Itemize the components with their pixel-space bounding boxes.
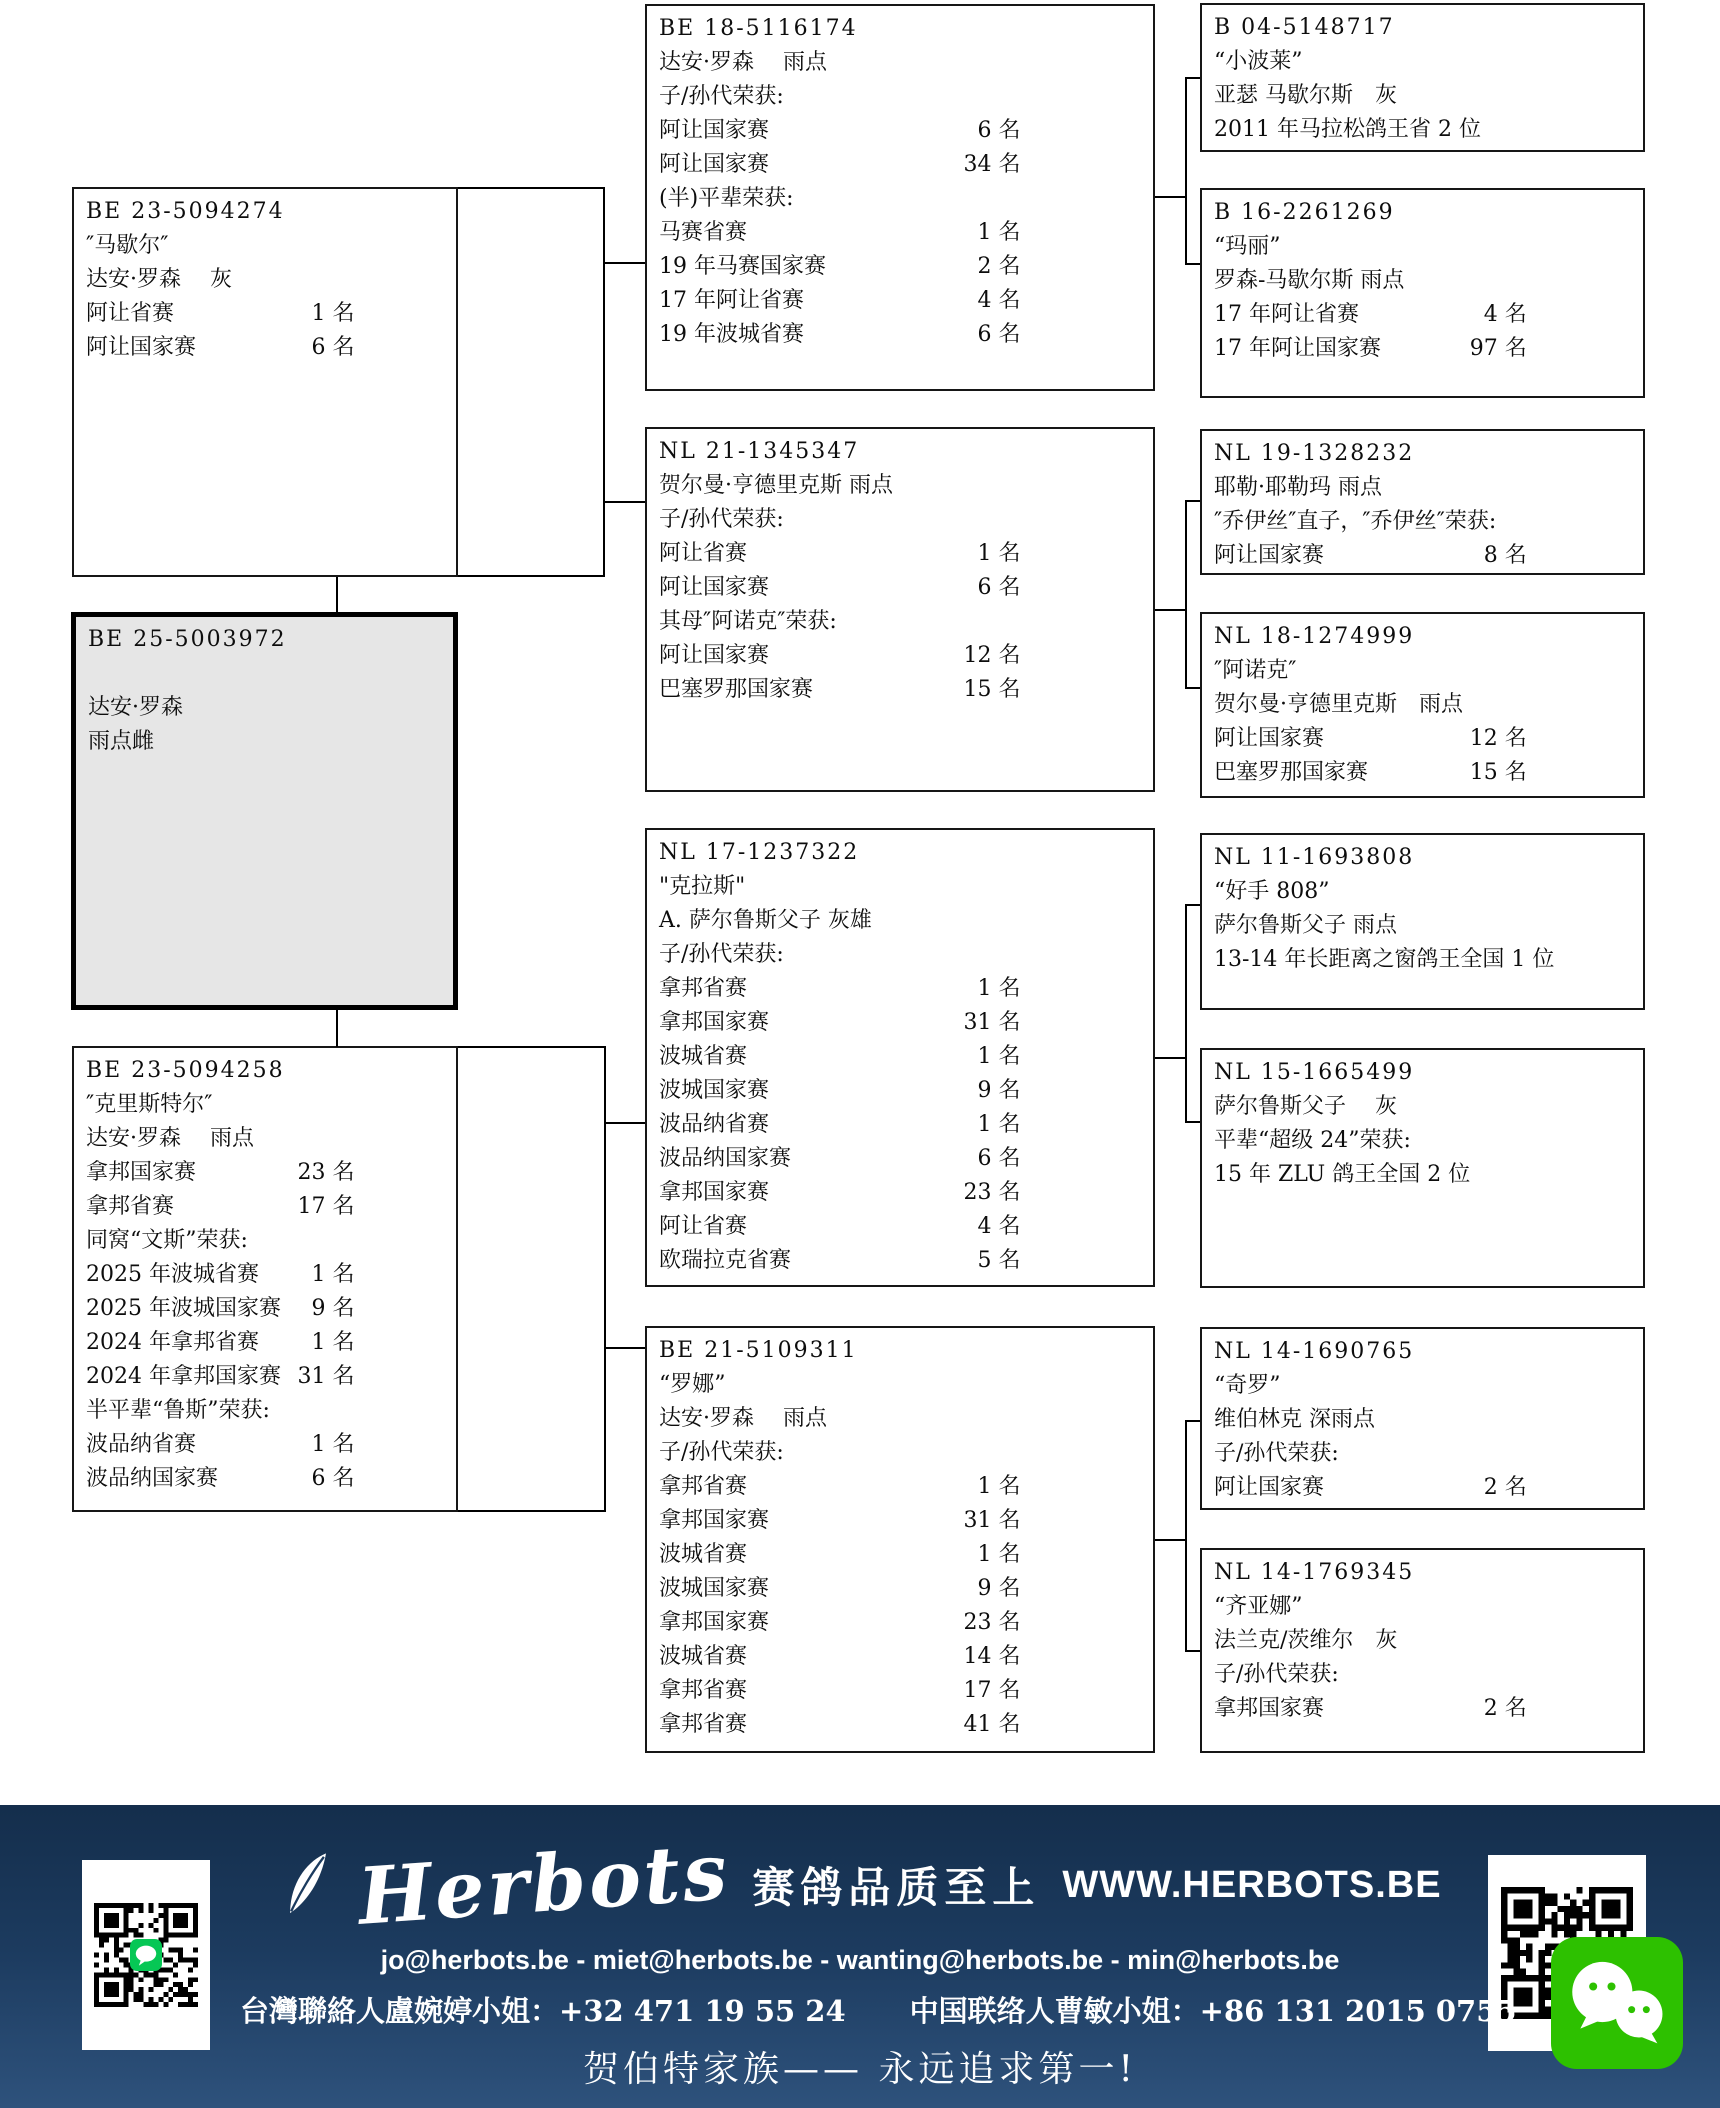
connector-line (1185, 1650, 1200, 1652)
info-line: 贺尔曼·亨德里克斯 雨点 (1214, 692, 1463, 717)
info-line: 平辈“超级 24”荣获: (1214, 1128, 1411, 1153)
result-line (1214, 1471, 1631, 1505)
race-rank: 4 名 (977, 1214, 1021, 1239)
result-line (659, 1210, 1141, 1244)
info-line: “玛丽” (1214, 234, 1281, 259)
great-grandparent-box-7 (1200, 1327, 1645, 1510)
race-rank: 17 名 (963, 1678, 1021, 1703)
race-name: 阿让国家赛 (1214, 1475, 1325, 1500)
race-name: 拿邦省赛 (86, 1194, 175, 1219)
result-line (659, 1606, 1141, 1640)
connector-line (604, 1046, 606, 1512)
result-line (659, 571, 1141, 605)
dam-box (72, 1046, 458, 1512)
info-line: 萨尔鲁斯父子 雨点 (1214, 913, 1397, 938)
result-line (86, 1258, 444, 1292)
connector-line (1155, 1539, 1185, 1541)
info-line: ″阿诺克″ (1214, 658, 1297, 683)
result-line (659, 1176, 1141, 1210)
result-line (659, 1708, 1141, 1742)
race-name: 波品纳省赛 (86, 1432, 197, 1457)
race-rank: 1 名 (977, 220, 1021, 245)
race-rank: 2 名 (1483, 1696, 1527, 1721)
ring-number: NL 15-1665499 (1214, 1060, 1415, 1085)
ring-number: NL 14-1769345 (1214, 1560, 1415, 1585)
info-line: A. 萨尔鲁斯父子 灰雄 (659, 908, 872, 933)
connector-line (1185, 500, 1187, 689)
info-line: 子/孙代荣获: (659, 942, 784, 967)
race-rank: 1 名 (977, 976, 1021, 1001)
info-line: 达安·罗森 灰 (86, 267, 232, 292)
info-line: 亚瑟 马歇尔斯 灰 (1214, 83, 1397, 108)
ring-number: B 04-5148717 (1214, 15, 1395, 40)
race-name: 巴塞罗那国家赛 (659, 677, 814, 702)
result-line (659, 148, 1141, 182)
race-name: 阿让省赛 (659, 541, 748, 566)
race-rank: 1 名 (977, 1474, 1021, 1499)
result-line (659, 1538, 1141, 1572)
race-name: 2025 年波城省赛 (86, 1262, 259, 1287)
race-name: 阿让国家赛 (659, 152, 770, 177)
race-rank: 6 名 (977, 1146, 1021, 1171)
info-line: 15 年 ZLU 鸽王全国 2 位 (1214, 1162, 1471, 1187)
result-line (659, 284, 1141, 318)
info-line: 罗森-马歇尔斯 雨点 (1214, 268, 1405, 293)
result-line (86, 1462, 444, 1496)
great-grandparent-box-1 (1200, 3, 1645, 152)
info-line: 其母″阿诺克″荣获: (659, 609, 837, 634)
race-name: 拿邦省赛 (659, 1678, 748, 1703)
race-rank: 31 名 (963, 1010, 1021, 1035)
info-line: 2011 年马拉松鸽王省 2 位 (1214, 117, 1481, 142)
result-line (659, 1074, 1141, 1108)
result-line (659, 972, 1141, 1006)
footer-logo-row (240, 1826, 1480, 1943)
info-line (88, 657, 441, 691)
result-line (659, 1640, 1141, 1674)
race-name: 2025 年波城国家赛 (86, 1296, 281, 1321)
race-rank: 1 名 (977, 1044, 1021, 1069)
info-line: 子/孙代荣获: (1214, 1441, 1339, 1466)
race-name: 19 年马赛国家赛 (659, 254, 826, 279)
qr-code-line (82, 1860, 210, 2050)
great-grandparent-box-3 (1200, 429, 1645, 575)
info-line: 子/孙代荣获: (1214, 1662, 1339, 1687)
connector-line (1185, 500, 1200, 502)
connector-subject-to-dam (336, 1010, 338, 1047)
result-line (86, 297, 444, 331)
race-name: 阿让国家赛 (1214, 543, 1325, 568)
race-name: 波城国家赛 (659, 1576, 770, 1601)
race-name: 波城省赛 (659, 1542, 748, 1567)
great-grandparent-box-2 (1200, 188, 1645, 398)
race-name: 波品纳省赛 (659, 1112, 770, 1137)
connector-line (603, 187, 605, 577)
race-rank: 1 名 (311, 301, 355, 326)
info-line: 达安·罗森 (88, 695, 183, 720)
race-rank: 31 名 (297, 1364, 355, 1389)
wechat-icon (1551, 1937, 1583, 1969)
great-grandparent-box-5 (1200, 833, 1645, 1010)
race-name: 拿邦省赛 (659, 1712, 748, 1737)
subject-box (71, 612, 458, 1010)
connector-line (1185, 77, 1187, 265)
race-name: 2024 年拿邦省赛 (86, 1330, 259, 1355)
result-line (1214, 1692, 1631, 1726)
ring-number: BE 18-5116174 (659, 16, 858, 41)
connector-line (1185, 904, 1187, 1123)
race-rank: 2 名 (1483, 1475, 1527, 1500)
result-line (659, 114, 1141, 148)
connector-line (1155, 196, 1185, 198)
result-line (659, 1108, 1141, 1142)
ring-number: NL 18-1274999 (1214, 624, 1415, 649)
result-line (659, 1674, 1141, 1708)
result-line (659, 1244, 1141, 1278)
footer-emails: jo@herbots.be - miet@herbots.be - wanting@herbots.be - min@herbots.be (380, 1945, 1340, 1975)
race-rank: 2 名 (977, 254, 1021, 279)
info-line: "克拉斯" (659, 874, 746, 899)
race-rank: 31 名 (963, 1508, 1021, 1533)
info-line: “奇罗” (1214, 1373, 1281, 1398)
race-rank: 6 名 (311, 1466, 355, 1491)
race-name: 波品纳国家赛 (86, 1466, 219, 1491)
info-line: 耶勒·耶勒玛 雨点 (1214, 475, 1382, 500)
result-line (86, 1428, 444, 1462)
result-line (659, 673, 1141, 707)
result-line (659, 1006, 1141, 1040)
connector-line (604, 1347, 645, 1349)
contact-china: 中国联络人曹敏小姐：+86 131 2015 0755 (909, 1994, 1517, 2028)
race-rank: 4 名 (977, 288, 1021, 313)
connector-line (1185, 77, 1200, 79)
race-rank: 23 名 (963, 1180, 1021, 1205)
race-name: 马赛省赛 (659, 220, 748, 245)
result-line (659, 1470, 1141, 1504)
ring-number: NL 19-1328232 (1214, 441, 1415, 466)
race-rank: 14 名 (963, 1644, 1021, 1669)
race-name: 17 年阿让国家赛 (1214, 336, 1381, 361)
result-line (659, 1040, 1141, 1074)
race-rank: 4 名 (1483, 302, 1527, 327)
race-name: 拿邦省赛 (659, 976, 748, 1001)
line-app-icon (130, 1939, 162, 1971)
race-rank: 15 名 (963, 677, 1021, 702)
race-rank: 8 名 (1483, 543, 1527, 568)
race-name: 阿让国家赛 (86, 335, 197, 360)
feather-icon (272, 1850, 342, 1920)
info-line: 半平辈“鲁斯”荣获: (86, 1398, 270, 1423)
race-name: 巴塞罗那国家赛 (1214, 760, 1369, 785)
info-line: 雨点雌 (88, 729, 155, 754)
info-line: 达安·罗森 雨点 (659, 50, 827, 75)
connector-line (1155, 1057, 1185, 1059)
ring-number: BE 23-5094274 (86, 199, 285, 224)
granddam-maternal-box (645, 1326, 1155, 1753)
race-rank: 97 名 (1469, 336, 1527, 361)
connector-line (458, 575, 603, 577)
race-name: 拿邦省赛 (659, 1474, 748, 1499)
result-line (659, 537, 1141, 571)
race-rank: 1 名 (977, 1542, 1021, 1567)
result-line (1214, 722, 1631, 756)
race-name: 阿让省赛 (86, 301, 175, 326)
info-line: 子/孙代荣获: (659, 1440, 784, 1465)
info-line: 维伯林克 深雨点 (1214, 1407, 1375, 1432)
connector-line (458, 1046, 604, 1048)
connector-line (1185, 1420, 1187, 1652)
race-name: 拿邦国家赛 (659, 1010, 770, 1035)
race-name: 拿邦国家赛 (659, 1508, 770, 1533)
race-rank: 23 名 (963, 1610, 1021, 1635)
race-rank: 15 名 (1469, 760, 1527, 785)
result-line (659, 1142, 1141, 1176)
sire-box (72, 187, 458, 577)
info-line: ″马歇尔″ (86, 233, 169, 258)
info-line: “好手 808” (1214, 879, 1330, 904)
race-name: 阿让国家赛 (659, 643, 770, 668)
footer-banner (0, 1805, 1720, 2108)
race-name: 阿让国家赛 (1214, 726, 1325, 751)
race-rank: 17 名 (297, 1194, 355, 1219)
info-line: 萨尔鲁斯父子 灰 (1214, 1094, 1397, 1119)
race-rank: 41 名 (963, 1712, 1021, 1737)
race-rank: 5 名 (977, 1248, 1021, 1273)
connector-line (1185, 687, 1200, 689)
result-line (86, 331, 444, 365)
race-name: 波城国家赛 (659, 1078, 770, 1103)
connector-line (1155, 609, 1185, 611)
info-line: 13-14 年长距离之窗鸽王全国 1 位 (1214, 947, 1555, 972)
result-line (86, 1156, 444, 1190)
result-line (659, 1572, 1141, 1606)
result-line (659, 318, 1141, 352)
race-rank: 9 名 (977, 1576, 1021, 1601)
ring-number: B 16-2261269 (1214, 200, 1395, 225)
race-name: 拿邦国家赛 (659, 1180, 770, 1205)
result-line (1214, 298, 1631, 332)
great-grandparent-box-6 (1200, 1048, 1645, 1288)
race-rank: 6 名 (977, 575, 1021, 600)
race-rank: 1 名 (977, 1112, 1021, 1137)
ring-number: BE 25-5003972 (88, 627, 287, 652)
herbots-logo: Herbots (355, 1826, 734, 1943)
info-line: (半)平辈荣获: (659, 186, 794, 211)
race-name: 17 年阿让省赛 (659, 288, 804, 313)
connector-line (1185, 1420, 1200, 1422)
race-rank: 9 名 (977, 1078, 1021, 1103)
info-line: “罗娜” (659, 1372, 726, 1397)
race-name: 波城省赛 (659, 1644, 748, 1669)
result-line (86, 1190, 444, 1224)
connector-line (603, 262, 645, 264)
grandsire-paternal-box (645, 4, 1155, 391)
footer-family-slogan: 贺伯特家族—— 永远追求第一! (583, 2049, 1137, 2090)
info-line: ″乔伊丝″直子，″乔伊丝″荣获: (1214, 509, 1497, 534)
race-rank: 34 名 (963, 152, 1021, 177)
race-rank: 9 名 (311, 1296, 355, 1321)
connector-line (458, 1510, 604, 1512)
info-line: “齐亚娜” (1214, 1594, 1303, 1619)
great-grandparent-box-4 (1200, 612, 1645, 798)
great-grandparent-box-8 (1200, 1548, 1645, 1753)
race-rank: 12 名 (1469, 726, 1527, 751)
connector-line (1185, 263, 1200, 265)
race-name: 波品纳国家赛 (659, 1146, 792, 1171)
result-line (1214, 332, 1631, 366)
info-line: 达安·罗森 雨点 (659, 1406, 827, 1431)
race-rank: 6 名 (977, 322, 1021, 347)
info-line: 子/孙代荣获: (659, 507, 784, 532)
race-rank: 23 名 (297, 1160, 355, 1185)
ring-number: BE 21-5109311 (659, 1338, 858, 1363)
result-line (659, 1504, 1141, 1538)
race-name: 阿让国家赛 (659, 118, 770, 143)
result-line (1214, 756, 1631, 790)
info-line: ″克里斯特尔″ (86, 1092, 213, 1117)
info-line: “小波莱” (1214, 49, 1303, 74)
result-line (659, 639, 1141, 673)
race-name: 拿邦国家赛 (86, 1160, 197, 1185)
result-line (86, 1326, 444, 1360)
granddam-paternal-box (645, 427, 1155, 792)
race-name: 波城省赛 (659, 1044, 748, 1069)
connector-line (1185, 1121, 1200, 1123)
connector-line (458, 187, 603, 189)
grandsire-maternal-box (645, 828, 1155, 1287)
result-line (86, 1360, 444, 1394)
race-rank: 1 名 (311, 1432, 355, 1457)
connector-line (603, 501, 645, 503)
contact-taiwan: 台灣聯絡人盧婉婷小姐：+32 471 19 55 24 (240, 1994, 846, 2028)
result-line (86, 1292, 444, 1326)
result-line (659, 216, 1141, 250)
ring-number: BE 23-5094258 (86, 1058, 285, 1083)
info-line: 同窝“文斯”荣获: (86, 1228, 248, 1253)
race-rank: 1 名 (311, 1262, 355, 1287)
ring-number: NL 21-1345347 (659, 439, 860, 464)
ring-number: NL 14-1690765 (1214, 1339, 1415, 1364)
info-line: 达安·罗森 雨点 (86, 1126, 254, 1151)
race-name: 拿邦国家赛 (659, 1610, 770, 1635)
info-line: 子/孙代荣获: (659, 84, 784, 109)
race-name: 阿让省赛 (659, 1214, 748, 1239)
footer-slogan-cn: 赛鸽品质至上 (752, 1863, 1041, 1912)
connector-sire-to-subject (336, 577, 338, 612)
race-rank: 1 名 (977, 541, 1021, 566)
footer-website: WWW.HERBOTS.BE (1062, 1863, 1442, 1906)
race-rank: 1 名 (311, 1330, 355, 1355)
race-name: 19 年波城省赛 (659, 322, 804, 347)
race-rank: 12 名 (963, 643, 1021, 668)
ring-number: NL 17-1237322 (659, 840, 860, 865)
race-rank: 6 名 (311, 335, 355, 360)
race-name: 2024 年拿邦国家赛 (86, 1364, 281, 1389)
ring-number: NL 11-1693808 (1214, 845, 1415, 870)
race-name: 拿邦国家赛 (1214, 1696, 1325, 1721)
info-line: 法兰克/茨维尔 灰 (1214, 1628, 1398, 1653)
race-name: 17 年阿让省赛 (1214, 302, 1359, 327)
connector-line (1185, 904, 1200, 906)
race-name: 阿让国家赛 (659, 575, 770, 600)
result-line (659, 250, 1141, 284)
race-rank: 6 名 (977, 118, 1021, 143)
result-line (1214, 539, 1631, 573)
info-line: 贺尔曼·亨德里克斯 雨点 (659, 473, 893, 498)
footer-contacts (240, 1989, 1517, 2030)
connector-line (604, 1122, 645, 1124)
race-name: 欧瑞拉克省赛 (659, 1248, 792, 1273)
